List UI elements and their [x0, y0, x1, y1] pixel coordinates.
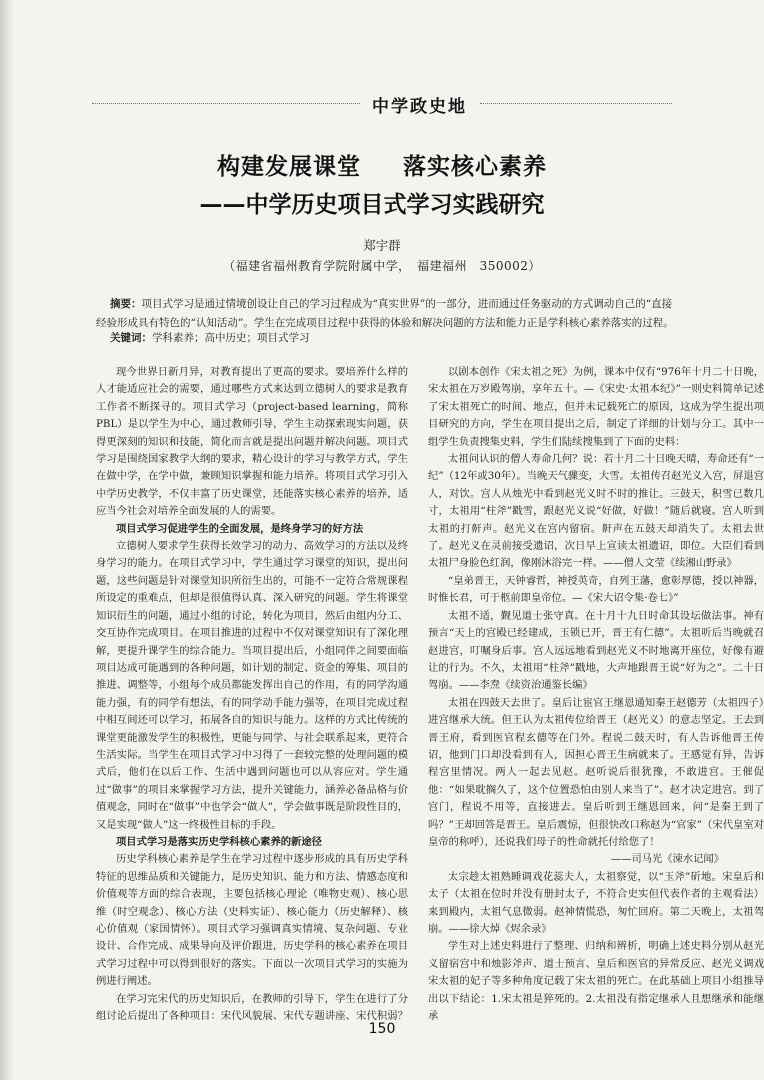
header-rule-right: [480, 103, 672, 104]
section-tag: 中学政史地: [372, 97, 467, 117]
body-paragraph: 学生对上述史料进行了整理、归纳和辨析，明确上述史料分别从赵光义留宿宫中和烛影斧声、道士预言、皇后和医官的异常反应、赵光义调戏宋太祖的妃子等多种角度记载了宋太祖的死亡。在此基础上项目小组推导出以下结论：1.宋太祖是猝死的。2.太祖没有指定继承人且想继承和能继承: [428, 940, 764, 1023]
article-title: [0, 148, 764, 181]
body-paragraph: 历史学科核心素养是学生在学习过程中逐步形成的具有历史学科特征的思维品质和关键能力，是历史知识、能力和方法、情感态度和价值观等方面的综合表现，主要包括核心理论（唯物史观）、核心思维（时空观念）、核心方法（史料实证）、核心能力（历史解释）、核心价值观（家国情怀）。项目式学习强调真实情境、复杂问题、专业设计、合作完成、成果导向及评价跟进，历史学科的核心素养在项目式学习过程中可以得到很好的落实。下面以一次项目式学习的实施为例进行阐述。: [96, 853, 408, 988]
citation-source: ——司马光《涑水记闻》: [610, 853, 724, 866]
body-paragraph: 以剧本创作《宋太祖之死》为例，课本中仅有“976年十月二十日晚，宋太祖在万岁殿驾崩，享年五十。—《宋史·太祖本纪》”一则史料简单记述了宋太祖死亡的时间、地点，但并未记载死亡的原因，这成为学生提出项目研究的方向，学生在项目提出之后，制定了详细的计划与分工。其中一组学生负责搜集史料，学生们陆续搜集到了下面的史料：: [428, 366, 764, 448]
body-paragraph: 太祖不适，觐见道士张守真。在十月十九日时命其设坛做法事。神有预言“天上的宫殿已经建成，玉锁已开，晋王有仁德”。太祖听后当晚就召赵进宫，叮嘱身后事。宫人远远地看到赵光义不时地离开座位，好像有避让的行为。不久，太祖用“柱斧”戳地，大声地跟晋王说“好为之”。二十日驾崩。——李焘《续资治通鉴长编》: [428, 609, 764, 692]
body-column-right: [428, 364, 764, 1024]
section-heading: 项目式学习促进学生的全面发展，是终身学习的好方法: [116, 522, 364, 535]
header-rule-left: [92, 103, 360, 104]
body-paragraph: 在学习完宋代的历史知识后，在教师的引导下，学生在进行了分组讨论后提出了各种项目：宋代风貌展、宋代专题讲座、宋代积弱？: [96, 992, 408, 1023]
author-name: 郑宇群: [363, 238, 401, 253]
section-heading: 项目式学习是落实历史学科核心素养的新途径: [116, 835, 322, 848]
article-subtitle: ——中学历史项目式学习实践研究: [199, 192, 545, 218]
abstract-label: 摘要：: [110, 298, 142, 310]
body-paragraph: 立德树人要求学生获得长效学习的动力、高效学习的方法以及终身学习的能力。在项目式学习中，学生通过学习课堂的知识，提出问题，这些问题是针对课堂知识所衍生出的，可能不一定符合常规课程所设定的重难点，但却是很值得认真、深入研究的问题。学生将课堂知识衍生的问题，通过小组的讨论，转化为项目，然后由组内分工、交互协作完成项目。在项目推进的过程中不仅对课堂知识有了深化理解，更提升课学生的综合能力。当项目提出后，小组同伴之间要面临项目达成可能遇到的各种问题，如计划的制定、资金的筹集、项目的推进、调整等，小组每个成员都能发挥出自己的作用，有的同学沟通能力强，有的同学有想法，有的同学动手能力强等，在项目完成过程中相互间还可以学习，拓展各自的知识与能力。这样的方式比传统的课堂更能激发学生的积极性，更能与同学、与社会联系起来，更符合生活实际。当学生在项目式学习中习得了一套较完整的处理问题的模式后，他们在以后工作、生活中遇到问题也可以从容应对。学生通过“做事”的项目来掌握学习方法，提升关键能力，涵养必备品格与价值观念，同时在“做事”中也学会“做人”，学会做事既是阶段性目的，又是实现“做人”这一终极性目标的手段。: [96, 540, 408, 831]
body-column-left: [96, 364, 408, 1024]
page-number: 150: [368, 1021, 396, 1037]
body-paragraph: 太宗趁太祖熟睡调戏花蕊夫人，太祖察觉，以“玉斧”斫地。宋皇后和太子（太祖在位时并没有册封太子，不符合史实但代表作者的主观看法）来到殿内，太祖气息微弱。赵神情慌恐，匆忙回府。第二天晚上，太祖驾崩。——徐大焯《烬余录》: [428, 870, 764, 935]
author-affiliation: （福建省福州教育学院附属中学， 福建福州 350002）: [223, 259, 541, 273]
title-part-1: 构建发展课堂: [217, 154, 361, 180]
title-part-2: 落实核心素养: [403, 154, 547, 180]
keywords: [110, 330, 670, 345]
body-paragraph: “皇弟晋王，天钟睿哲，神授英奇，自列王藩，愈彰厚德，授以神器，时惟长君，可于柩前即皇帝位。—《宋大诏令集·卷七》”: [428, 574, 764, 605]
body-paragraph: 太祖在四鼓天去世了。皇后让宦官王继恩通知秦王赵德芳（太祖四子）进宫继承大统。但王认为太祖传位给晋王（赵光义）的意志坚定。王去到晋王府，看到医官程玄德等在门外。程说二鼓天时，有人告诉他晋王传诏，他到门口却没看到有人，因担心晋王生病就来了。王感觉有异，告诉程宫里情况。两人一起去见赵。赵听说后很犹豫，不敢进宫。王催促他：“如果耽搁久了，这个位置恐怕由别人来当了”。赵才决定进宫。到了宫门，程说不用等，直接进去。皇后听到王继恩回来，问“是秦王到了吗？”王却回答是晋王。皇后震惊，但很快改口称赵为“官家”（宋代皇室对皇帝的称呼），还说我们母子的性命就托付给您了！: [428, 696, 764, 848]
body-paragraph: 现今世界日新月异，对教育提出了更高的要求。要培养什么样的人才能适应社会的需要，通过哪些方式来达到立德树人的要求是教育工作者不断探寻的。项目式学习（project-based learning，简称PBL）是以学生为中心，通过教师引导，学生主动探索现实问题，获得更深刻的知识和技能，简化而言就是提出问题并解决问题。项目式学习是围绕国家教学大纲的要求，精心设计的学习与教学方式，学生在做中学，在学中做，兼顾知识掌握和能力培养。将项目式学习引入中学历史教学，不仅丰富了历史课堂，还能落实核心素养的培养，适应当今社会对培养全面发展的人的需要。: [96, 366, 408, 518]
keywords-label: 关键词：: [110, 332, 152, 344]
abstract: [96, 295, 682, 333]
abstract-text: 项目式学习是通过情境创设让自己的学习过程成为“真实世界”的一部分，进而通过任务驱动的方式调动自己的“直接经验形成具有特色的“认知活动”。学生在完成项目过程中获得的体验和解决问题的方法和能力正是学科核心素养落实的过程。: [96, 298, 674, 329]
keywords-text: 学科素养；高中历史；项目式学习: [152, 332, 310, 344]
body-paragraph: 太祖问认识的僧人寿命几何？说：若十月二十日晚天晴，寿命还有“一纪”（12年或30年）。当晚天气骤变，大雪。太祖传召赵光义入宫，屏退宫人，对饮。宫人从烛光中看到赵光义时不时的推让。三鼓天，积雪已数几寸，太祖用“柱斧”戳雪，跟赵光义说“好做，好做！”随后就寝。宫人听到太祖的打鼾声。赵光义在宫内留宿。鼾声在五鼓天却消失了。太祖去世了。赵光义在灵前接受遗诏，次日早上宣读太祖遗诏，即位。大臣们看到太祖尸身脸色红润，像刚沐浴完一样。——僧人文莹《续湘山野录》: [428, 453, 764, 570]
